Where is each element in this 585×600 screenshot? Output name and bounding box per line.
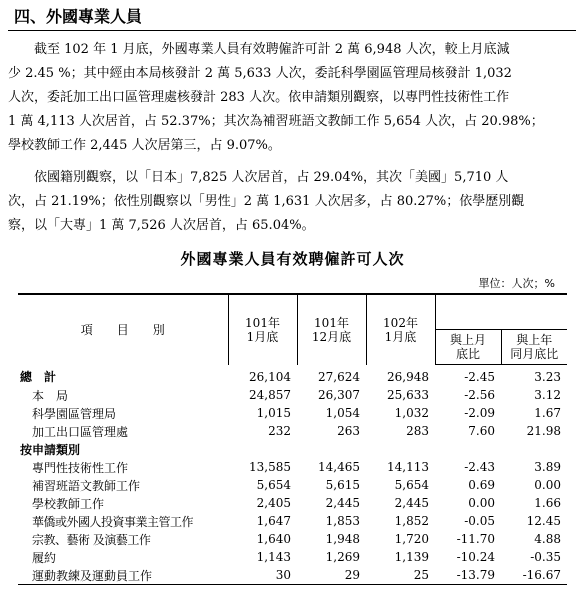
header-col-mom xyxy=(435,330,501,365)
cell-value: 1,853 xyxy=(325,514,360,528)
table-row xyxy=(18,386,567,404)
paragraph-line: 人次，委託加工出口區管理處核發計 283 人次。依申請類別觀察，以專門性技術性工作 xyxy=(8,90,510,105)
row-label: 運動教練及運動員工作 xyxy=(18,566,228,585)
table-row xyxy=(18,422,567,440)
row-label: 華僑或外國人投資事業主管工作 xyxy=(32,514,194,529)
table-row xyxy=(18,530,567,548)
cell-value: 1,032 xyxy=(394,406,429,420)
row-label: 按申請類別 xyxy=(20,442,81,457)
header-text: 101年 xyxy=(314,315,349,330)
header-text: 1月底 xyxy=(384,329,417,344)
cell-value: 5,654 xyxy=(394,478,429,492)
header-text: 102年 xyxy=(383,315,418,330)
paragraph-line: 1 萬 4,113 人次居首，占 52.37%；其次為補習班語文教師工作 5,654 人次，占 20.98%； xyxy=(8,114,544,129)
cell-value: -2.45 xyxy=(464,370,495,384)
cell-value: -2.56 xyxy=(464,388,495,402)
cell-value: 283 xyxy=(406,424,429,438)
cell-value: -13.79 xyxy=(435,566,501,585)
cell-value: 14,113 xyxy=(387,460,429,474)
cell-value: 4.88 xyxy=(534,532,561,546)
cell-value: 1.66 xyxy=(534,496,561,510)
cell-value: 25,633 xyxy=(387,388,429,402)
row-label: 本 局 xyxy=(32,388,69,403)
table-row xyxy=(18,566,567,585)
cell-value: 3.89 xyxy=(534,460,561,474)
table-row xyxy=(18,365,567,387)
cell-value: 1,054 xyxy=(325,406,360,420)
cell-value: 1,647 xyxy=(256,514,291,528)
cell-value xyxy=(366,440,435,458)
cell-value: 30 xyxy=(228,566,297,585)
paragraph-1 xyxy=(8,38,576,158)
cell-value: 1.67 xyxy=(534,406,561,420)
cell-value: 0.00 xyxy=(468,496,495,510)
row-label: 履約 xyxy=(32,550,57,565)
header-text: 101年 xyxy=(245,315,280,330)
cell-value: 26,104 xyxy=(249,369,291,384)
cell-value: 7.60 xyxy=(468,424,495,438)
cell-value: 3.12 xyxy=(534,388,561,402)
row-label: 專門性技術性工作 xyxy=(32,460,129,475)
header-text: 與上年 xyxy=(516,333,553,347)
header-col-101-dec xyxy=(297,294,366,365)
cell-value xyxy=(435,440,501,458)
cell-value: 2,445 xyxy=(325,496,360,510)
cell-value: 12.45 xyxy=(526,514,561,528)
table-row xyxy=(18,458,567,476)
row-label: 加工出口區管理處 xyxy=(32,424,129,439)
cell-value: -16.67 xyxy=(501,566,567,585)
cell-value: -10.24 xyxy=(456,550,495,564)
table-row xyxy=(18,512,567,530)
header-item: 項 目 別 xyxy=(18,294,228,365)
header-text: 1月底 xyxy=(246,329,279,344)
row-label: 學校教師工作 xyxy=(32,496,105,511)
table-row xyxy=(18,440,567,458)
section-title: 四、外國專業人員 xyxy=(14,7,143,26)
table-row xyxy=(18,476,567,494)
cell-value: 1,640 xyxy=(256,532,291,546)
cell-value: 26,307 xyxy=(318,388,360,402)
cell-value xyxy=(228,440,297,458)
cell-value xyxy=(297,440,366,458)
row-label: 總 計 xyxy=(20,370,57,385)
row-label: 科學園區管理局 xyxy=(32,406,117,421)
cell-value: -2.43 xyxy=(464,460,495,474)
paragraph-line: 截至 102 年 1 月底，外國專業人員有效聘僱許可計 2 萬 6,948 人次，較上月底減 xyxy=(8,42,510,57)
cell-value: 1,143 xyxy=(256,550,291,564)
table-title: 外國專業人員有效聘僱許可人次 xyxy=(180,250,405,268)
cell-value: -11.70 xyxy=(456,532,495,546)
header-text: 底比 xyxy=(455,347,480,361)
paragraph-line: 少 2.45 %；其中經由本局核發計 2 萬 5,633 人次，委託科學園區管理局核發計 1,032 xyxy=(8,66,512,81)
cell-value: 21.98 xyxy=(526,424,561,438)
cell-value: 2,405 xyxy=(256,496,291,510)
paragraph-line: 察，以「大專」1 萬 7,526 人次居首，占 65.04%。 xyxy=(8,218,315,233)
paragraph-2 xyxy=(8,166,576,238)
header-col-yoy xyxy=(501,330,567,365)
cell-value: -2.09 xyxy=(464,406,495,420)
row-label: 補習班語文教師工作 xyxy=(32,478,141,493)
header-text: 12月底 xyxy=(311,329,352,344)
header-col-101-jan xyxy=(228,294,297,365)
header-col-102-jan xyxy=(366,294,435,365)
cell-value: 0.00 xyxy=(534,478,561,492)
cell-value: 1,948 xyxy=(325,532,360,546)
cell-value: 0.69 xyxy=(468,478,495,492)
table-unit: 單位：人次；% xyxy=(478,277,555,290)
cell-value: 5,615 xyxy=(325,478,360,492)
header-text: 與上月 xyxy=(449,333,486,347)
cell-value: 25 xyxy=(366,566,435,585)
cell-value: 24,857 xyxy=(249,388,291,402)
header-compare-group xyxy=(435,294,567,330)
cell-value: 26,948 xyxy=(387,369,429,384)
cell-value: 3.23 xyxy=(534,370,561,384)
cell-value xyxy=(501,440,567,458)
cell-value: -0.35 xyxy=(530,550,561,564)
cell-value: 14,465 xyxy=(318,460,360,474)
cell-value: 232 xyxy=(268,424,291,438)
cell-value: 1,015 xyxy=(256,406,291,420)
paragraph-line: 次，占 21.19%；依性別觀察以「男性」2 萬 1,631 人次居多，占 80.27%；依學歷別觀 xyxy=(8,194,525,209)
paragraph-line: 依國籍別觀察，以「日本」7,825 人次居首，占 29.04%，其次「美國」5,710 人 xyxy=(8,170,509,185)
cell-value: 2,445 xyxy=(394,496,429,510)
cell-value: 1,852 xyxy=(394,514,429,528)
header-text: 同月底比 xyxy=(510,347,559,361)
data-table xyxy=(18,293,567,585)
table-row xyxy=(18,404,567,422)
cell-value: -0.05 xyxy=(464,514,495,528)
cell-value: 29 xyxy=(297,566,366,585)
cell-value: 27,624 xyxy=(318,369,360,384)
table-row xyxy=(18,548,567,566)
cell-value: 263 xyxy=(337,424,360,438)
paragraph-line: 學校教師工作 2,445 人次居第三，占 9.07%。 xyxy=(8,138,281,153)
title-rule xyxy=(8,30,576,31)
table-row xyxy=(18,494,567,512)
cell-value: 1,139 xyxy=(394,550,429,564)
cell-value: 1,269 xyxy=(325,550,360,564)
cell-value: 13,585 xyxy=(249,460,291,474)
cell-value: 5,654 xyxy=(256,478,291,492)
cell-value: 1,720 xyxy=(394,532,429,546)
row-label: 宗教、藝術 及演藝工作 xyxy=(32,532,151,547)
